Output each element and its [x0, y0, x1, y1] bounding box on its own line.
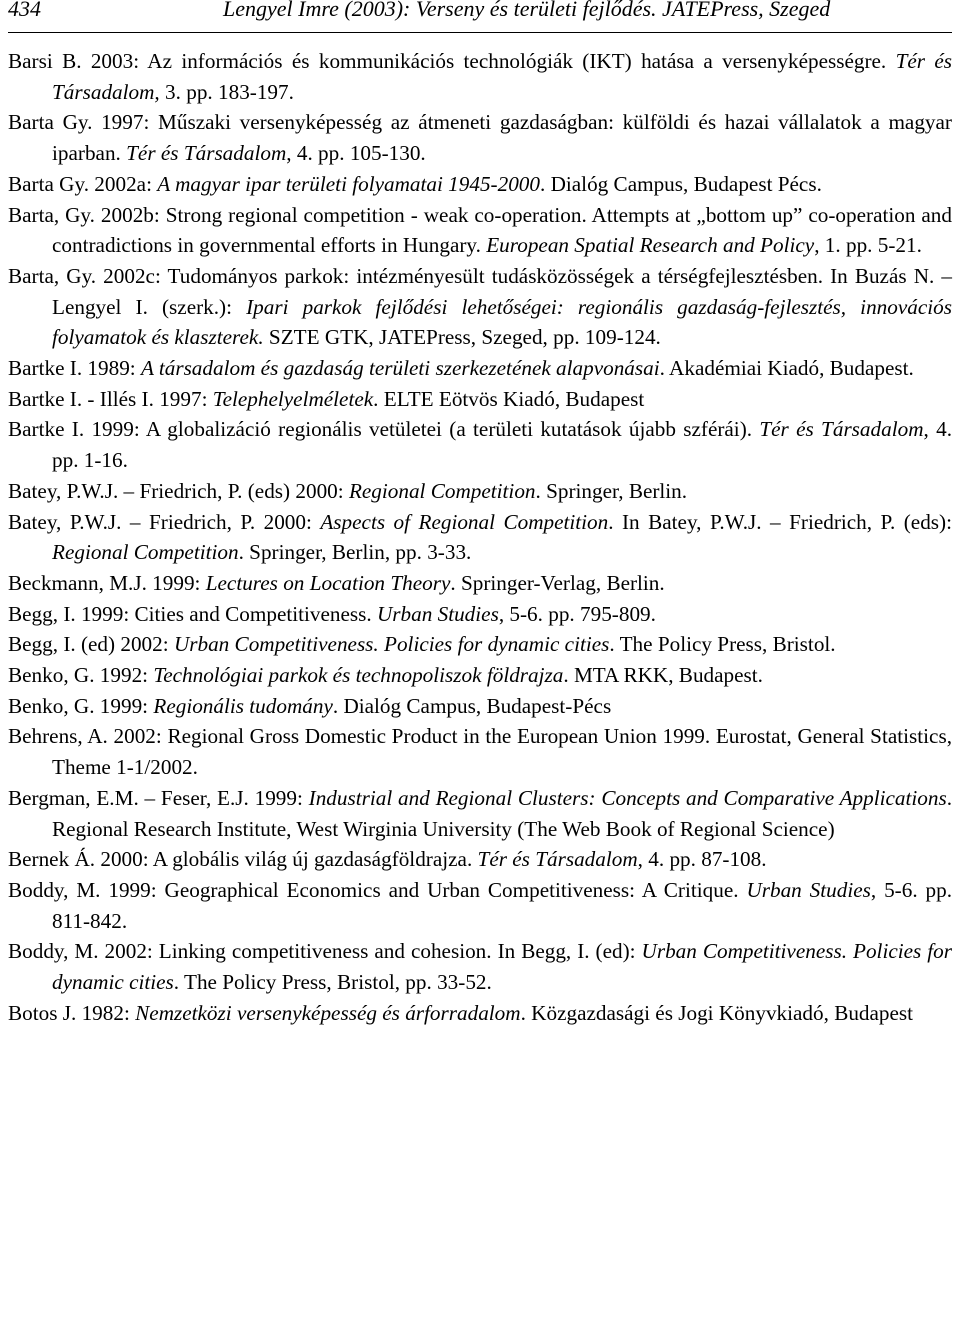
- reference-title-italic: Tér és Társadalom: [126, 141, 287, 166]
- reference-text: Boddy, M. 2002: Linking competitiveness and cohesion. In Begg, I. (ed):: [8, 939, 642, 964]
- reference-text: . Közgazdasági és Jogi Könyvkiadó, Budapest: [520, 1000, 914, 1025]
- reference-text: . Akadémiai Kiadó, Budapest.: [659, 356, 914, 381]
- reference-entry: [8, 384, 952, 415]
- reference-text: Barta Gy. 2002a:: [8, 171, 158, 196]
- page-number: 434: [8, 0, 41, 21]
- reference-text: Begg, I. 1999: Cities and Competitiveness.: [8, 601, 377, 626]
- reference-entry: [8, 46, 952, 107]
- reference-text: Batey, P.W.J. – Friedrich, P. 2000:: [8, 509, 321, 534]
- reference-entry: [8, 507, 952, 568]
- reference-text: . ELTE Eötvös Kiadó, Budapest: [373, 386, 645, 411]
- reference-text: . Springer-Verlag, Berlin.: [450, 570, 665, 595]
- reference-text: . The Policy Press, Bristol.: [609, 632, 836, 657]
- reference-text: . In Batey, P.W.J. – Friedrich, P. (eds):: [608, 509, 952, 534]
- reference-entry: [8, 721, 952, 782]
- reference-title-italic: Regional Competition: [52, 540, 239, 565]
- reference-text: Bergman, E.M. – Feser, E.J. 1999:: [8, 785, 309, 810]
- reference-title-italic: Nemzetközi versenyképesség és árforradalom: [135, 1000, 521, 1025]
- reference-title-italic: Tér és Társadalom,: [52, 49, 952, 104]
- reference-entry: [8, 200, 952, 261]
- reference-title-italic: Telephelyelméletek: [212, 386, 374, 411]
- running-title: Lengyel Imre (2003): Verseny és területi fejlődés. JATEPress, Szeged: [223, 0, 831, 21]
- reference-entry: [8, 629, 952, 660]
- reference-entry: [8, 261, 952, 353]
- reference-text: Benko, G. 1992:: [8, 663, 154, 688]
- reference-text: . MTA RKK, Budapest.: [563, 663, 763, 688]
- reference-text: Bartke I. 1999: A globalizáció regionális vetületei (a területi kutatások újabb szférái).: [8, 417, 760, 442]
- reference-text: Bartke I. 1989:: [8, 356, 141, 381]
- reference-entry: [8, 414, 952, 475]
- reference-list: [8, 46, 952, 1029]
- reference-entry: [8, 107, 952, 168]
- reference-text: Botos J. 1982:: [8, 1000, 136, 1025]
- reference-text: Benko, G. 1999:: [8, 693, 154, 718]
- reference-title-italic: Lectures on Location Theory: [205, 570, 451, 595]
- reference-entry: [8, 783, 952, 844]
- reference-text: Bernek Á. 2000: A globális világ új gazdaságföldrajza.: [8, 847, 478, 872]
- reference-title-italic: Regionális tudomány: [153, 693, 333, 718]
- reference-text: , 5-6. pp. 795-809.: [498, 601, 656, 626]
- reference-entry: [8, 691, 952, 722]
- reference-title-italic: Regional Competition: [348, 478, 536, 503]
- reference-title-italic: Technológiai parkok és technopoliszok földrajza: [153, 663, 564, 688]
- reference-text: . Dialóg Campus, Budapest-Pécs: [332, 693, 612, 718]
- reference-text: Batey, P.W.J. – Friedrich, P. (eds) 2000:: [8, 478, 349, 503]
- reference-text: Barta Gy. 1997: Műszaki versenyképesség az átmeneti gazdaságban: külföldi és hazai vállalatok a magyar iparban.: [8, 110, 952, 166]
- reference-title-italic: Aspects of Regional Competition: [320, 509, 609, 534]
- reference-text: . Springer, Berlin.: [535, 478, 688, 503]
- reference-text: . Regional Research Institute, West Wirginia University (The Web Book of Regional Science): [52, 785, 952, 841]
- reference-title-italic: Tér és Társadalom: [477, 847, 638, 872]
- reference-text: , 4. pp. 105-130.: [286, 141, 426, 166]
- reference-entry: [8, 936, 952, 997]
- reference-text: Barta, Gy. 2002c: Tudományos parkok: intézményesült tudásközösségek a térségfejlesztésben. In Buzás N. – Lengyel I. (szerk.):: [8, 263, 952, 319]
- reference-entry: [8, 476, 952, 507]
- reference-text: Bartke I. - Illés I. 1997:: [8, 386, 213, 411]
- reference-entry: [8, 875, 952, 936]
- reference-text: . The Policy Press, Bristol, pp. 33-52.: [173, 970, 492, 995]
- reference-text: Barsi B. 2003: Az információs és kommunikációs technológiák (IKT) hatása a versenyképességre.: [8, 49, 896, 73]
- reference-text: . Dialóg Campus, Budapest Pécs.: [540, 171, 822, 196]
- reference-title-italic: A magyar ipar területi folyamatai 1945-2000: [157, 171, 540, 196]
- reference-text: , 4. pp. 87-108.: [637, 847, 767, 872]
- reference-entry: [8, 660, 952, 691]
- reference-title-italic: European Spatial Research and Policy: [486, 233, 815, 258]
- reference-title-italic: Industrial and Regional Clusters: Concepts and Comparative Applications: [308, 785, 947, 810]
- reference-entry: [8, 568, 952, 599]
- reference-text: , 5-6. pp. 811-842.: [52, 877, 953, 933]
- reference-text: Boddy, M. 1999: Geographical Economics and Urban Competitiveness: A Critique.: [8, 877, 747, 902]
- reference-entry: [8, 998, 952, 1029]
- reference-text: Barta, Gy. 2002b: Strong regional competition - weak co-operation. Attempts at „bottom up” co-operation and contradictions in governmental efforts in Hungary.: [8, 202, 952, 258]
- reference-title-italic: Urban Competitiveness. Policies for dynamic cities: [52, 939, 952, 995]
- reference-entry: [8, 353, 952, 384]
- reference-title-italic: Urban Competitiveness. Policies for dynamic cities: [173, 632, 610, 657]
- reference-text: , 1. pp. 5-21.: [814, 233, 922, 258]
- reference-text: Beckmann, M.J. 1999:: [8, 570, 206, 595]
- reference-text: Behrens, A. 2002: Regional Gross Domestic Product in the European Union 1999. Eurostat, General Statistics, Theme 1-1/2002.: [8, 724, 952, 780]
- reference-entry: [8, 599, 952, 630]
- reference-title-italic: A társadalom és gazdaság területi szerkezetének alapvonásai: [140, 356, 660, 381]
- running-header: [8, 0, 952, 33]
- reference-title-italic: Tér és Társadalom: [759, 417, 924, 442]
- reference-text: 3. pp. 183-197.: [159, 79, 294, 104]
- reference-title-italic: Urban Studies: [376, 601, 499, 626]
- reference-entry: [8, 844, 952, 875]
- reference-text: SZTE GTK, JATEPress, Szeged, pp. 109-124.: [263, 325, 661, 350]
- reference-text: , 4. pp. 1-16.: [52, 417, 952, 473]
- reference-title-italic: Urban Studies: [746, 877, 871, 902]
- reference-text: . Springer, Berlin, pp. 3-33.: [238, 540, 472, 565]
- reference-entry: [8, 169, 952, 200]
- reference-title-italic: Ipari parkok fejlődési lehetőségei: regionális gazdaság-fejlesztés, innovációs folyamatok és klaszterek.: [52, 294, 952, 350]
- reference-text: Begg, I. (ed) 2002:: [8, 632, 174, 657]
